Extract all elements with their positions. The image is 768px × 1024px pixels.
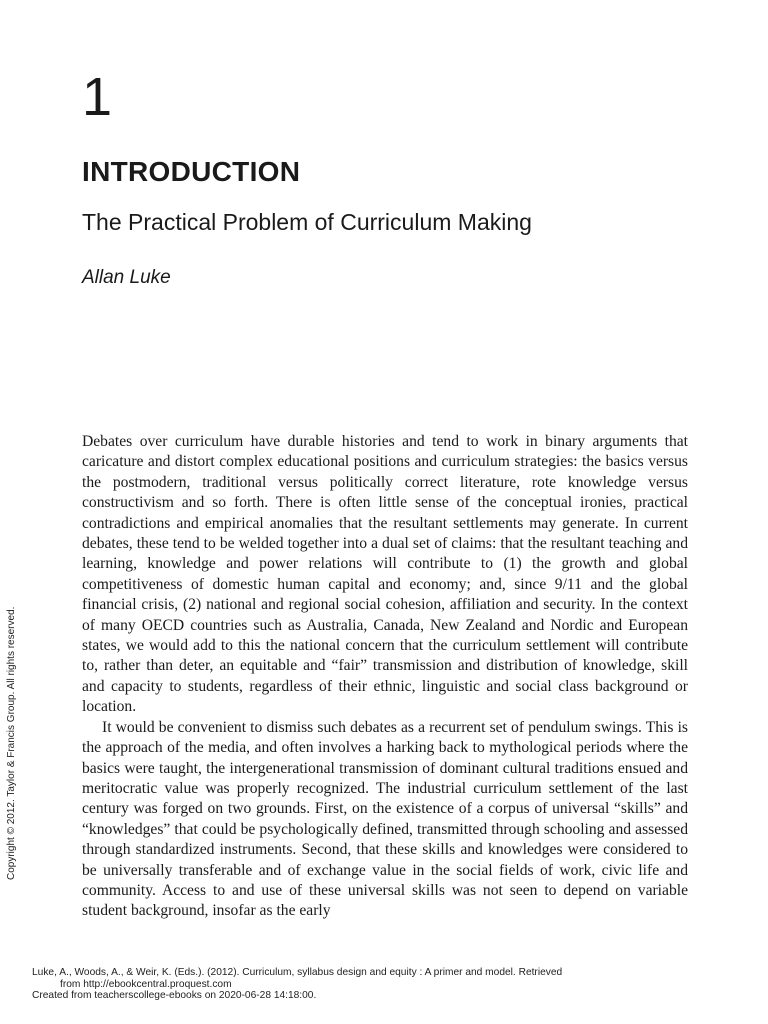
citation-line-3: Created from teacherscollege-ebooks on 2020-06-28 14:18:00. [32, 990, 317, 1001]
chapter-subtitle: The Practical Problem of Curriculum Making [82, 209, 532, 235]
chapter-title: INTRODUCTION [82, 156, 301, 187]
paragraph-1: Debates over curriculum have durable histories and tend to work in binary arguments that caricature and distort complex educational positions and curriculum strategies: the basics versus the postmodern, traditional versus politically correct literature, rote knowledge versus constructivism and so forth. There is often little sense of the conceptual ironies, practical contradictions and empirical anomalies that the resultant settlements may generate. In current debates, these tend to be welded together into a dual set of claims: that the resultant teaching and learning, knowledge and power relations will contribute to (1) the growth and global competitiveness of domestic human capital and economy; and, since 9/11 and the global financial crisis, (2) national and regional social cohesion, affiliation and security. In the context of many OECD countries such as Australia, Canada, New Zealand and Nordic and European states, we would add to this the national concern that the curriculum settlement will contribute to, rather than deter, an equitable and “fair” transmission and distribution of knowledge, skill and capacity to students, regardless of their ethnic, linguistic and social class background or location. [82, 433, 688, 716]
body-text [82, 432, 688, 922]
copyright-notice: Copyright © 2012. Taylor & Francis Group. All rights reserved. [6, 606, 17, 880]
citation-footer [32, 967, 562, 1002]
author-name: Allan Luke [82, 267, 171, 288]
citation-line-1: Luke, A., Woods, A., & Weir, K. (Eds.). (2012). Curriculum, syllabus design and equity : A primer and model. Retrieved [32, 967, 563, 978]
paragraph-2: It would be convenient to dismiss such debates as a recurrent set of pendulum swings. This is the approach of the media, and often involves a harking back to mythological periods where the basics were taught, the intergenerational transmission of dominant cultural traditions ensued and meritocratic value was properly recognized. The industrial curriculum settlement of the last century was forged on two grounds. First, on the existence of a corpus of universal “skills” and “knowledges” that could be psychologically defined, transmitted through schooling and assessed through standardized instruments. Second, that these skills and knowledges were considered to be universally transferable and of exchange value in the social fields of work, civic life and community. Access to and use of these universal skills was not seen to depend on variable student background, insofar as the early [82, 718, 688, 920]
citation-line-2: from http://ebookcentral.proquest.com [60, 978, 232, 990]
chapter-number: 1 [82, 67, 113, 127]
